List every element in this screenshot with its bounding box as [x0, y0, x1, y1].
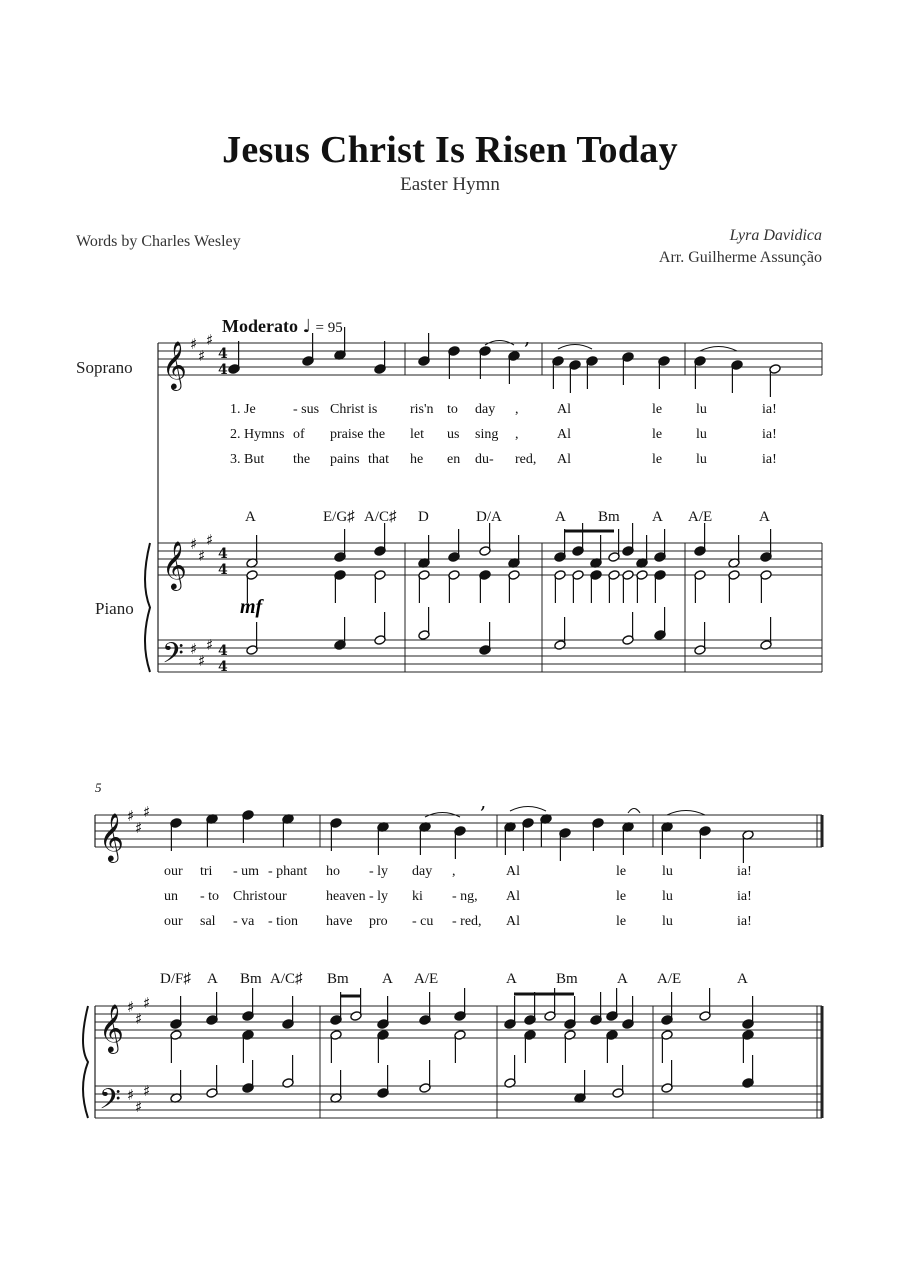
lyric-syllable: the — [293, 452, 311, 467]
lyric-syllable: the — [368, 427, 386, 442]
lyric-syllable: lu — [696, 452, 707, 467]
lyric-syllable: day — [475, 402, 496, 417]
arranger-name: Arr. Guilherme Assunção — [658, 249, 822, 266]
chord-symbol: D/A — [476, 509, 502, 525]
chord-symbol: E/G♯ — [323, 509, 355, 525]
bass-clef-icon: 𝄢 — [99, 1083, 121, 1123]
lyric-syllable: Al — [506, 889, 520, 904]
lyric-syllable: le — [652, 452, 663, 467]
chord-symbol: A/C♯ — [364, 509, 397, 525]
lyric-syllable: to — [447, 402, 458, 417]
lyric-syllable: - phant — [268, 864, 308, 879]
lyric-syllable: le — [616, 864, 627, 879]
lyric-syllable: - red, — [452, 914, 482, 929]
lyric-syllable: - ly — [369, 889, 389, 904]
time-signature-bottom: 4 — [218, 362, 228, 378]
chord-symbol: A — [652, 509, 663, 525]
lyric-syllable: ia! — [737, 914, 752, 929]
lyric-syllable: le — [652, 402, 663, 417]
breath-mark-icon: , — [480, 789, 487, 813]
time-signature-bottom: 4 — [218, 659, 228, 675]
measure-number: 5 — [95, 780, 102, 795]
sharp-icon: ♯ — [127, 1086, 135, 1104]
lyric-syllable: - ng, — [452, 889, 478, 904]
lyric-syllable: sal — [200, 914, 216, 929]
lyric-syllable: - va — [233, 914, 255, 929]
chord-symbol: A — [506, 971, 517, 987]
treble-clef-icon: 𝄞 — [99, 812, 124, 861]
tempo-text: Moderato — [222, 316, 298, 336]
sharp-icon: ♯ — [143, 1082, 151, 1100]
lyric-syllable: that — [368, 452, 389, 467]
slur — [667, 811, 705, 816]
lyric-syllable: Christ — [330, 402, 365, 417]
lyric-syllable: pains — [330, 452, 360, 467]
lyric-syllable: tri — [200, 864, 213, 879]
notation-layer — [83, 325, 822, 1123]
piano-brace-icon — [145, 543, 150, 672]
lyric-syllable: - cu — [412, 914, 434, 929]
chord-symbol: A/E — [657, 971, 682, 987]
page-subtitle: Easter Hymn — [400, 174, 500, 195]
piano-label: Piano — [95, 599, 134, 618]
lyric-syllable: ia! — [762, 452, 777, 467]
lyric-syllable: 1. Je — [230, 402, 256, 417]
treble-clef-icon: 𝄞 — [162, 540, 187, 589]
sharp-icon: ♯ — [127, 807, 135, 825]
chord-symbol: A — [617, 971, 628, 987]
lyricist-credit: Words by Charles Wesley — [76, 233, 241, 250]
lyric-syllable: le — [616, 914, 627, 929]
dynamic-mark: mf — [240, 596, 263, 618]
lyric-syllable: Al — [506, 864, 520, 879]
lyric-syllable: he — [410, 452, 424, 467]
lyric-syllable: - ly — [369, 864, 389, 879]
lyric-syllable: our — [164, 914, 183, 929]
sharp-icon: ♯ — [135, 1098, 143, 1116]
lyric-syllable: Al — [557, 452, 571, 467]
piano-brace-icon — [83, 1006, 88, 1118]
lyric-syllable: 2. Hymns — [230, 427, 285, 442]
page-title: Jesus Christ Is Risen Today — [222, 129, 678, 171]
lyric-syllable: ia! — [762, 427, 777, 442]
sharp-icon: ♯ — [190, 640, 198, 658]
sharp-icon: ♯ — [190, 535, 198, 553]
lyric-syllable: ia! — [762, 402, 777, 417]
chord-symbol: A — [245, 509, 256, 525]
breath-mark-icon: , — [524, 325, 531, 349]
lyric-syllable: praise — [330, 427, 364, 442]
lyric-syllable: our — [164, 864, 183, 879]
lyric-syllable: red, — [515, 452, 537, 467]
lyric-syllable: have — [326, 914, 353, 929]
lyric-syllable: Christ — [233, 889, 268, 904]
chord-symbol: A/E — [414, 971, 439, 987]
treble-clef-icon: 𝄞 — [99, 1003, 124, 1052]
lyric-syllable: lu — [696, 427, 707, 442]
chord-symbol: Bm — [598, 509, 620, 525]
chord-symbol: A — [207, 971, 218, 987]
lyric-syllable: , — [515, 427, 519, 442]
lyric-syllable: 3. But — [230, 452, 265, 467]
time-signature-top: 4 — [218, 546, 228, 562]
chord-symbol: D/F♯ — [160, 971, 191, 987]
lyric-syllable: lu — [662, 864, 673, 879]
lyric-syllable: Al — [557, 427, 571, 442]
tempo-bpm: = 95 — [315, 320, 343, 336]
chord-symbol: Bm — [556, 971, 578, 987]
lyric-syllable: sing — [475, 427, 499, 442]
lyric-syllable: lu — [662, 889, 673, 904]
lyric-syllable: du- — [475, 452, 494, 467]
chord-symbol: A — [737, 971, 748, 987]
quarter-note-icon: ♩ — [302, 316, 311, 337]
lyric-syllable: let — [410, 427, 424, 442]
lyric-syllable: us — [447, 427, 460, 442]
sharp-icon: ♯ — [135, 1010, 143, 1028]
sharp-icon: ♯ — [198, 547, 206, 565]
lyric-syllable: lu — [696, 402, 707, 417]
lyric-syllable: le — [652, 427, 663, 442]
lyric-syllable: lu — [662, 914, 673, 929]
chord-symbol: A — [759, 509, 770, 525]
time-signature-top: 4 — [218, 346, 228, 362]
slur — [510, 807, 546, 812]
lyric-syllable: ho — [326, 864, 340, 879]
lyric-syllable: ia! — [737, 889, 752, 904]
sharp-icon: ♯ — [127, 998, 135, 1016]
sharp-icon: ♯ — [198, 652, 206, 670]
lyric-syllable: - sus — [293, 402, 320, 417]
sharp-icon: ♯ — [190, 335, 198, 353]
bass-clef-icon: 𝄢 — [162, 637, 184, 677]
lyric-syllable: our — [268, 889, 287, 904]
lyric-syllable: - um — [233, 864, 260, 879]
soprano-label: Soprano — [76, 358, 133, 377]
slur — [628, 809, 640, 814]
chord-symbol: A — [382, 971, 393, 987]
chord-symbol: Bm — [240, 971, 262, 987]
sharp-icon: ♯ — [206, 331, 214, 349]
lyric-syllable: en — [447, 452, 461, 467]
lyric-syllable: Al — [506, 914, 520, 929]
slur — [700, 347, 737, 352]
sharp-icon: ♯ — [135, 819, 143, 837]
sharp-icon: ♯ — [143, 803, 151, 821]
time-signature-top: 4 — [218, 643, 228, 659]
lyric-syllable: le — [616, 889, 627, 904]
lyric-syllable: of — [293, 427, 305, 442]
lyric-syllable: un — [164, 889, 178, 904]
lyric-syllable: , — [515, 402, 519, 417]
lyric-syllable: ki — [412, 889, 423, 904]
sharp-icon: ♯ — [143, 994, 151, 1012]
composer-name: Lyra Davidica — [729, 227, 822, 244]
lyric-syllable: ris'n — [410, 402, 434, 417]
sharp-icon: ♯ — [206, 636, 214, 654]
chord-symbol: Bm — [327, 971, 349, 987]
slur — [558, 345, 592, 350]
treble-clef-icon: 𝄞 — [162, 340, 187, 389]
sharp-icon: ♯ — [198, 347, 206, 365]
lyric-syllable: day — [412, 864, 433, 879]
sharp-icon: ♯ — [206, 531, 214, 549]
lyric-syllable: Al — [557, 402, 571, 417]
chord-symbol: A/E — [688, 509, 713, 525]
lyric-syllable: pro — [369, 914, 388, 929]
lyric-syllable: - tion — [268, 914, 298, 929]
chord-symbol: D — [418, 509, 429, 525]
time-signature-bottom: 4 — [218, 562, 228, 578]
chord-symbol: A — [555, 509, 566, 525]
lyric-syllable: - to — [200, 889, 220, 904]
lyric-syllable: ia! — [737, 864, 752, 879]
lyric-syllable: is — [368, 402, 378, 417]
lyric-syllable: , — [452, 864, 456, 879]
lyric-syllable: heaven — [326, 889, 366, 904]
chord-symbol: A/C♯ — [270, 971, 303, 987]
